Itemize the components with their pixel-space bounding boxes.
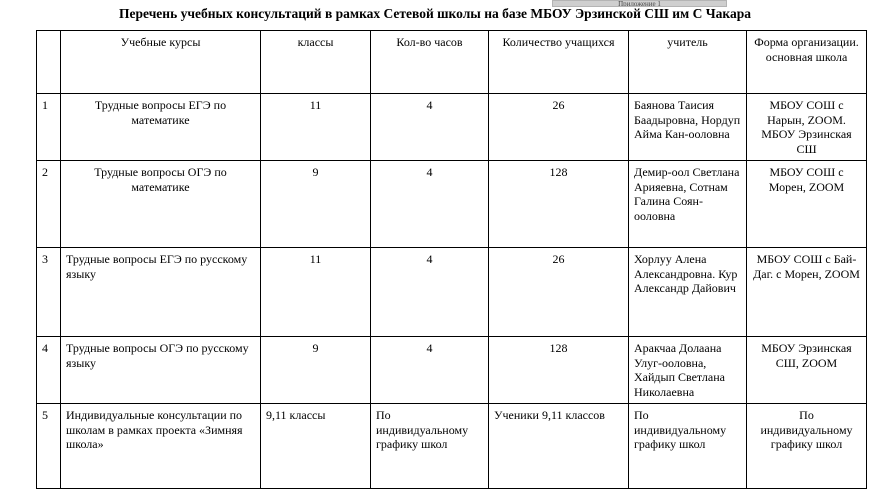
cell-number: 5 — [37, 404, 61, 489]
column-header-grade: классы — [261, 31, 371, 94]
column-header-course: Учебные курсы — [61, 31, 261, 94]
table-row — [37, 94, 867, 161]
page-title: Перечень учебных консультаций в рамках Сетевой школы на базе МБОУ Эрзинской СШ им С Чакара — [119, 6, 751, 21]
cell-grade: 11 — [261, 248, 371, 337]
table-body — [37, 94, 867, 489]
appendix-label: Приложение 1 — [552, 0, 727, 7]
table-row — [37, 161, 867, 248]
cell-number: 1 — [37, 94, 61, 161]
cell-hours: 4 — [371, 248, 489, 337]
cell-course: Трудные вопросы ОГЭ по математике — [61, 161, 261, 248]
cell-hours: По индивидуальному графику школ — [371, 404, 489, 489]
cell-grade: 9 — [261, 161, 371, 248]
consultations-table — [36, 30, 867, 489]
cell-form: МБОУ СОШ с Бай-Даг. с Морен, ZOOM — [747, 248, 867, 337]
cell-hours: 4 — [371, 94, 489, 161]
cell-number: 3 — [37, 248, 61, 337]
column-header-number — [37, 31, 61, 94]
column-header-form: Форма организации. основная школа — [747, 31, 867, 94]
cell-hours: 4 — [371, 161, 489, 248]
column-header-hours: Кол-во часов — [371, 31, 489, 94]
table-row — [37, 337, 867, 404]
cell-course: Трудные вопросы ОГЭ по русскому языку — [61, 337, 261, 404]
column-header-teacher: учитель — [629, 31, 747, 94]
table-header-row — [37, 31, 867, 94]
cell-grade: 9 — [261, 337, 371, 404]
cell-form: МБОУ СОШ с Нарын, ZOOM. МБОУ Эрзинская СШ — [747, 94, 867, 161]
cell-number: 2 — [37, 161, 61, 248]
column-header-pupils: Количество учащихся — [489, 31, 629, 94]
cell-grade: 11 — [261, 94, 371, 161]
cell-teacher: По индивидуальному графику школ — [629, 404, 747, 489]
cell-pupils: 128 — [489, 161, 629, 248]
cell-course: Трудные вопросы ЕГЭ по математике — [61, 94, 261, 161]
table-header — [37, 31, 867, 94]
cell-course: Трудные вопросы ЕГЭ по русскому языку — [61, 248, 261, 337]
cell-teacher: Хорлуу Алена Александровна. Кур Александр Дайович — [629, 248, 747, 337]
cell-hours: 4 — [371, 337, 489, 404]
cell-teacher: Аракчаа Долаана Улуг-ооловна, Хайдып Светлана Николаевна — [629, 337, 747, 404]
cell-pupils: 26 — [489, 94, 629, 161]
table-row — [37, 248, 867, 337]
cell-teacher: Баянова Таисия Баадыровна, Нордуп Айма Кан-ооловна — [629, 94, 747, 161]
cell-pupils: 128 — [489, 337, 629, 404]
cell-form: МБОУ Эрзинская СШ, ZOOM — [747, 337, 867, 404]
cell-teacher: Демир-оол Светлана Арияевна, Сотнам Галина Соян-ооловна — [629, 161, 747, 248]
cell-pupils: Ученики 9,11 классов — [489, 404, 629, 489]
table-row — [37, 404, 867, 489]
cell-grade: 9,11 классы — [261, 404, 371, 489]
cell-pupils: 26 — [489, 248, 629, 337]
cell-number: 4 — [37, 337, 61, 404]
cell-form: МБОУ СОШ с Морен, ZOOM — [747, 161, 867, 248]
cell-course: Индивидуальные консультации по школам в рамках проекта «Зимняя школа» — [61, 404, 261, 489]
cell-form: По индивидуальному графику школ — [747, 404, 867, 489]
